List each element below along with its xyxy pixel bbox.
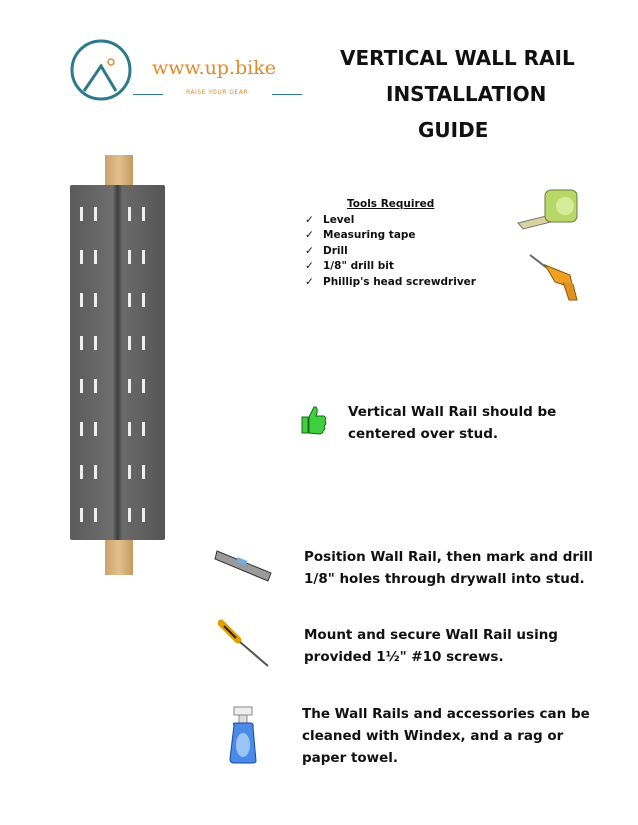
rail-slot xyxy=(94,207,97,221)
check-icon: ✓ xyxy=(305,213,314,226)
rail-slot xyxy=(128,250,131,264)
tool-label: Drill xyxy=(323,244,348,257)
rail-slot xyxy=(80,336,83,350)
title-line: INSTALLATION xyxy=(386,82,547,106)
measuring-tape-icon xyxy=(515,185,580,235)
step-text: The Wall Rails and accessories can be cleaned with Windex, and a rag or paper towel. xyxy=(302,706,590,766)
page-title xyxy=(330,40,600,148)
rail-slot xyxy=(128,336,131,350)
logo-url: www.up.bike xyxy=(152,57,277,79)
rail-slot xyxy=(142,379,145,393)
spray-bottle-icon xyxy=(226,703,262,765)
rail-slot xyxy=(94,379,97,393)
divider xyxy=(133,94,163,95)
rail-slot xyxy=(94,508,97,522)
screwdriver-icon xyxy=(218,618,274,670)
rail-slot xyxy=(80,465,83,479)
rail-slot xyxy=(128,422,131,436)
rail-slot xyxy=(94,250,97,264)
thumbs-up-icon xyxy=(298,403,328,437)
tool-item xyxy=(305,244,476,260)
step-text: Vertical Wall Rail should be centered over stud. xyxy=(348,404,557,442)
rail-slot xyxy=(80,379,83,393)
tool-label: Measuring tape xyxy=(323,229,416,241)
tool-label: Phillip's head screwdriver xyxy=(323,275,476,288)
rail-slot xyxy=(142,250,145,264)
tools-heading: Tools Required xyxy=(347,198,435,210)
check-icon: ✓ xyxy=(305,229,314,241)
level-icon xyxy=(213,545,275,585)
rail-slot xyxy=(128,207,131,221)
rail-slot xyxy=(94,336,97,350)
logo-tagline: RAISE YOUR GEAR xyxy=(186,89,249,96)
rail-slot xyxy=(142,465,145,479)
drill-icon xyxy=(525,250,585,305)
rail-slot xyxy=(128,293,131,307)
check-icon: ✓ xyxy=(305,260,314,272)
title-line: GUIDE xyxy=(418,118,489,142)
check-icon: ✓ xyxy=(305,275,314,288)
rail-slot xyxy=(128,508,131,522)
rail-slot xyxy=(80,207,83,221)
rail-slot xyxy=(80,422,83,436)
title-line: VERTICAL WALL RAIL xyxy=(340,46,575,70)
rail-slot xyxy=(80,250,83,264)
rail-slot xyxy=(128,379,131,393)
logo-icon xyxy=(68,38,138,102)
rail-slot xyxy=(94,465,97,479)
rail-slot xyxy=(94,293,97,307)
tool-item xyxy=(305,259,476,275)
rail-slot xyxy=(142,293,145,307)
step-text: Position Wall Rail, then mark and drill 1/8" holes through drywall into stud. xyxy=(304,549,593,587)
wall-rail-image xyxy=(70,155,165,575)
tool-item xyxy=(305,275,476,291)
rail-slot xyxy=(142,207,145,221)
rail-slot xyxy=(80,508,83,522)
rail-slot xyxy=(128,465,131,479)
rail-slot xyxy=(94,422,97,436)
tool-label: Level xyxy=(323,213,355,226)
divider xyxy=(272,94,302,95)
check-icon: ✓ xyxy=(305,244,314,257)
rail-slot xyxy=(80,293,83,307)
rail-slot xyxy=(142,422,145,436)
tools-required xyxy=(305,197,476,290)
rail-slot xyxy=(142,336,145,350)
rail-slot xyxy=(142,508,145,522)
tool-item xyxy=(305,213,476,229)
tool-item xyxy=(305,228,476,244)
step-text: Mount and secure Wall Rail using provided 1½" #10 screws. xyxy=(304,627,558,665)
tool-label: 1/8" drill bit xyxy=(323,260,394,272)
